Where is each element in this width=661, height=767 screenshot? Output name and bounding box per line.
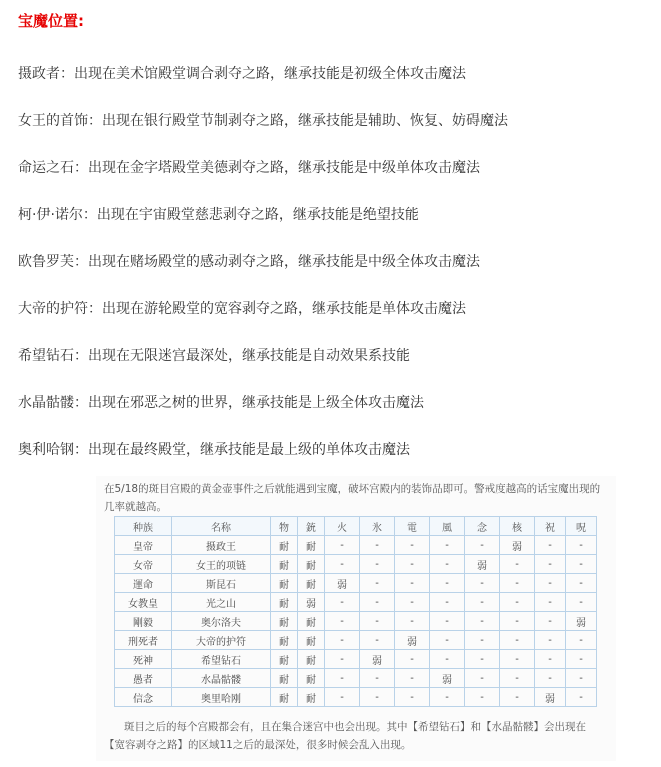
location-line: 柯·伊·诺尔：出现在宇宙殿堂慈悲剥夺之路，继承技能是绝望技能 bbox=[18, 207, 419, 223]
table-cell: 女帝 bbox=[115, 555, 172, 574]
table-cell: - bbox=[325, 631, 360, 650]
table-cell: - bbox=[395, 688, 430, 707]
table-cell: - bbox=[395, 555, 430, 574]
table-cell: 女王的项链 bbox=[172, 555, 271, 574]
table-cell: - bbox=[535, 612, 566, 631]
table-cell: 摄政王 bbox=[172, 536, 271, 555]
table-cell: - bbox=[430, 688, 465, 707]
table-cell: - bbox=[566, 631, 597, 650]
table-cell: - bbox=[566, 650, 597, 669]
table-cell: - bbox=[325, 555, 360, 574]
table-cell: - bbox=[325, 612, 360, 631]
table-cell: - bbox=[465, 631, 500, 650]
table-header-cell: 呪 bbox=[566, 517, 597, 536]
table-header-cell: 核 bbox=[500, 517, 535, 536]
table-cell: 信念 bbox=[115, 688, 172, 707]
table-cell: - bbox=[535, 593, 566, 612]
table-cell: - bbox=[500, 555, 535, 574]
table-row bbox=[115, 688, 597, 707]
table-cell: - bbox=[566, 688, 597, 707]
location-line: 大帝的护符：出现在游轮殿堂的宽容剥夺之路，继承技能是单体攻击魔法 bbox=[18, 301, 466, 317]
location-line: 命运之石：出现在金字塔殿堂美德剥夺之路，继承技能是中级单体攻击魔法 bbox=[18, 160, 480, 176]
table-cell: - bbox=[465, 650, 500, 669]
table-cell: 弱 bbox=[325, 574, 360, 593]
figure-outro-line-1: 斑目之后的每个宫殿都会有，且在集合迷宫中也会出现。其中【希望钻石】和【水晶骷髅】会出现在 bbox=[124, 721, 586, 733]
table-cell: 耐 bbox=[271, 669, 298, 688]
table-cell: 耐 bbox=[271, 593, 298, 612]
table-cell: - bbox=[465, 669, 500, 688]
table-cell: - bbox=[535, 574, 566, 593]
table-cell: - bbox=[360, 688, 395, 707]
table-cell: 耐 bbox=[298, 688, 325, 707]
table-cell: 耐 bbox=[271, 574, 298, 593]
table-cell: - bbox=[360, 574, 395, 593]
table-cell: - bbox=[535, 669, 566, 688]
table-cell: 耐 bbox=[271, 650, 298, 669]
table-header-cell: 風 bbox=[430, 517, 465, 536]
table-cell: - bbox=[500, 631, 535, 650]
table-cell: - bbox=[500, 612, 535, 631]
table-cell: 奥尔洛夫 bbox=[172, 612, 271, 631]
figure-outro-text bbox=[104, 718, 609, 754]
figure-intro-text: 在5/18的斑目宫殿的黄金壶事件之后就能遇到宝魔，破坏宫殿内的装饰品即可。警戒度越高的话宝魔出现的几率就越高。 bbox=[104, 483, 601, 513]
table-cell: - bbox=[395, 593, 430, 612]
table-row bbox=[115, 612, 597, 631]
table-cell: - bbox=[360, 593, 395, 612]
table-cell: 運命 bbox=[115, 574, 172, 593]
table-cell: - bbox=[325, 650, 360, 669]
table-row bbox=[115, 536, 597, 555]
table-header-row bbox=[115, 517, 597, 536]
table-cell: - bbox=[500, 574, 535, 593]
table-cell: - bbox=[360, 669, 395, 688]
table-cell: 弱 bbox=[430, 669, 465, 688]
table-cell: 耐 bbox=[298, 536, 325, 555]
table-cell: - bbox=[535, 650, 566, 669]
table-cell: 弱 bbox=[395, 631, 430, 650]
table-cell: - bbox=[430, 574, 465, 593]
table-header-cell: 物 bbox=[271, 517, 298, 536]
table-cell: 水晶骷髅 bbox=[172, 669, 271, 688]
table-cell: 弱 bbox=[298, 593, 325, 612]
table-cell: - bbox=[566, 536, 597, 555]
table-cell: - bbox=[566, 574, 597, 593]
table-cell: - bbox=[430, 555, 465, 574]
figure-outro-line-2: 【宽容剥夺之路】的区域11之后的最深处，很多时候会乱入出现。 bbox=[104, 739, 412, 751]
table-cell: - bbox=[566, 555, 597, 574]
table-header-cell: 念 bbox=[465, 517, 500, 536]
table-header-cell: 火 bbox=[325, 517, 360, 536]
table-cell: 女教皇 bbox=[115, 593, 172, 612]
table-cell: 光之山 bbox=[172, 593, 271, 612]
location-line: 希望钻石：出现在无限迷宫最深处，继承技能是自动效果系技能 bbox=[18, 348, 410, 364]
location-line: 水晶骷髅：出现在邪恶之树的世界，继承技能是上级全体攻击魔法 bbox=[18, 395, 424, 411]
table-row bbox=[115, 555, 597, 574]
table-cell: - bbox=[535, 536, 566, 555]
location-line: 女王的首饰：出现在银行殿堂节制剥夺之路，继承技能是辅助、恢复、妨碍魔法 bbox=[18, 113, 508, 129]
table-cell: 弱 bbox=[535, 688, 566, 707]
treasure-demon-figure bbox=[96, 476, 616, 761]
table-cell: 耐 bbox=[271, 688, 298, 707]
table-cell: 希望钻石 bbox=[172, 650, 271, 669]
table-cell: 耐 bbox=[298, 669, 325, 688]
location-line: 奥利哈钢：出现在最终殿堂，继承技能是最上级的单体攻击魔法 bbox=[18, 442, 410, 458]
table-cell: 耐 bbox=[298, 555, 325, 574]
table-row bbox=[115, 631, 597, 650]
table-cell: - bbox=[535, 631, 566, 650]
table-cell: - bbox=[325, 669, 360, 688]
table-cell: 耐 bbox=[298, 574, 325, 593]
location-line: 欧鲁罗芙：出现在赌场殿堂的感动剥夺之路，继承技能是中级全体攻击魔法 bbox=[18, 254, 480, 270]
table-cell: - bbox=[430, 612, 465, 631]
table-cell: - bbox=[500, 688, 535, 707]
table-cell: 耐 bbox=[271, 631, 298, 650]
table-header-cell: 祝 bbox=[535, 517, 566, 536]
table-cell: 弱 bbox=[500, 536, 535, 555]
table-cell: 刑死者 bbox=[115, 631, 172, 650]
table-header-cell: 氷 bbox=[360, 517, 395, 536]
table-cell: 耐 bbox=[271, 536, 298, 555]
table-cell: - bbox=[566, 669, 597, 688]
table-cell: - bbox=[430, 536, 465, 555]
resistance-table bbox=[114, 516, 597, 707]
table-header-cell: 名称 bbox=[172, 517, 271, 536]
table-cell: - bbox=[360, 631, 395, 650]
table-header-cell: 种族 bbox=[115, 517, 172, 536]
table-cell: - bbox=[395, 536, 430, 555]
table-cell: 弱 bbox=[465, 555, 500, 574]
table-cell: - bbox=[360, 536, 395, 555]
table-cell: - bbox=[395, 612, 430, 631]
table-cell: - bbox=[465, 593, 500, 612]
table-cell: 耐 bbox=[271, 612, 298, 631]
table-cell: - bbox=[465, 612, 500, 631]
table-cell: - bbox=[500, 593, 535, 612]
table-cell: - bbox=[430, 593, 465, 612]
table-cell: - bbox=[500, 669, 535, 688]
table-row bbox=[115, 650, 597, 669]
table-row bbox=[115, 669, 597, 688]
table-cell: - bbox=[566, 593, 597, 612]
table-cell: - bbox=[430, 631, 465, 650]
page-heading: 宝魔位置: bbox=[18, 12, 84, 30]
table-cell: 弱 bbox=[360, 650, 395, 669]
table-cell: 耐 bbox=[298, 650, 325, 669]
table-cell: - bbox=[500, 650, 535, 669]
table-cell: - bbox=[535, 555, 566, 574]
table-row bbox=[115, 574, 597, 593]
table-cell: 耐 bbox=[271, 555, 298, 574]
table-cell: 耐 bbox=[298, 612, 325, 631]
table-cell: 死神 bbox=[115, 650, 172, 669]
table-cell: 弱 bbox=[566, 612, 597, 631]
table-cell: 大帝的护符 bbox=[172, 631, 271, 650]
table-cell: 奥里哈刚 bbox=[172, 688, 271, 707]
table-cell: 斯昆石 bbox=[172, 574, 271, 593]
table-cell: - bbox=[465, 688, 500, 707]
table-cell: - bbox=[395, 650, 430, 669]
table-cell: - bbox=[465, 574, 500, 593]
table-cell: 剛毅 bbox=[115, 612, 172, 631]
table-cell: 皇帝 bbox=[115, 536, 172, 555]
table-cell: 愚者 bbox=[115, 669, 172, 688]
table-cell: 耐 bbox=[298, 631, 325, 650]
table-cell: - bbox=[360, 555, 395, 574]
table-header-cell: 銃 bbox=[298, 517, 325, 536]
table-cell: - bbox=[465, 536, 500, 555]
table-cell: - bbox=[325, 536, 360, 555]
table-cell: - bbox=[395, 669, 430, 688]
table-cell: - bbox=[360, 612, 395, 631]
table-cell: - bbox=[430, 650, 465, 669]
table-cell: - bbox=[395, 574, 430, 593]
table-header-cell: 電 bbox=[395, 517, 430, 536]
table-cell: - bbox=[325, 593, 360, 612]
table-cell: - bbox=[325, 688, 360, 707]
table-row bbox=[115, 593, 597, 612]
location-line: 摄政者：出现在美术馆殿堂调合剥夺之路，继承技能是初级全体攻击魔法 bbox=[18, 66, 466, 82]
